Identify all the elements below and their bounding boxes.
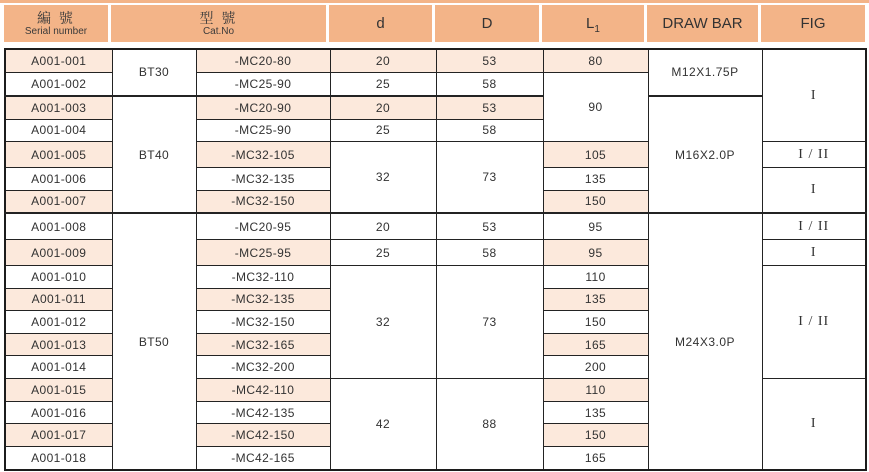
cell-fig: I <box>762 379 866 470</box>
cell-D: 53 <box>436 213 543 239</box>
cell-catno: -MC25-90 <box>196 119 330 142</box>
cell-l1: 135 <box>543 167 648 190</box>
cell-serial: A001-007 <box>5 190 112 213</box>
cell-fig: I <box>762 240 866 266</box>
cell-drawbar: M12X1.75P <box>648 49 762 96</box>
header-catno-zh: 型 號 <box>199 9 238 26</box>
cell-serial: A001-004 <box>5 119 112 142</box>
cell-serial: A001-009 <box>5 240 112 266</box>
cell-serial: A001-017 <box>5 424 112 447</box>
cell-serial: A001-013 <box>5 333 112 356</box>
cell-l1: 150 <box>543 311 648 334</box>
table-header <box>4 5 865 42</box>
cell-catno: -MC20-95 <box>196 213 330 239</box>
cell-fig: I <box>762 167 866 213</box>
cell-catno: -MC42-165 <box>196 446 330 470</box>
cell-D: 58 <box>436 72 543 95</box>
cell-D: 58 <box>436 240 543 266</box>
cell-serial: A001-016 <box>5 401 112 424</box>
catalog-table-wrap <box>4 48 869 471</box>
cell-d: 42 <box>330 379 436 470</box>
cell-l1: 90 <box>543 72 648 141</box>
header-l1-sub: 1 <box>594 24 600 35</box>
cell-catno: -MC32-200 <box>196 356 330 379</box>
cell-catno: -MC32-150 <box>196 311 330 334</box>
table-row <box>5 213 866 239</box>
cell-d: 32 <box>330 265 436 378</box>
cell-d: 20 <box>330 213 436 239</box>
cell-l1: 200 <box>543 356 648 379</box>
cell-d: 25 <box>330 240 436 266</box>
cell-l1: 95 <box>543 213 648 239</box>
cell-D: 58 <box>436 119 543 142</box>
table-row <box>5 96 866 119</box>
cell-catno: -MC42-110 <box>196 379 330 402</box>
cell-bt: BT50 <box>112 213 196 470</box>
header-serial-zh: 編 號 <box>37 9 75 26</box>
cell-l1: 150 <box>543 190 648 213</box>
cell-fig: I / II <box>762 142 866 168</box>
cell-serial: A001-012 <box>5 311 112 334</box>
catalog-table-body <box>5 49 866 470</box>
header-d: d <box>329 5 435 42</box>
cell-l1: 150 <box>543 424 648 447</box>
header-D: D <box>435 5 542 42</box>
cell-catno: -MC32-135 <box>196 288 330 311</box>
table-row <box>5 49 866 72</box>
cell-serial: A001-010 <box>5 265 112 288</box>
cell-catno: -MC32-150 <box>196 190 330 213</box>
cell-serial: A001-015 <box>5 379 112 402</box>
cell-D: 53 <box>436 96 543 119</box>
cell-D: 88 <box>436 379 543 470</box>
header-l1-label: L <box>586 14 595 32</box>
header-fig: FIG <box>761 5 865 42</box>
cell-l1: 110 <box>543 265 648 288</box>
catalog-table <box>4 48 867 471</box>
cell-d: 25 <box>330 119 436 142</box>
cell-serial: A001-008 <box>5 213 112 239</box>
cell-d: 25 <box>330 72 436 95</box>
cell-l1: 135 <box>543 288 648 311</box>
cell-fig: I <box>762 49 866 142</box>
cell-l1: 165 <box>543 333 648 356</box>
top-accent-strip <box>0 0 869 3</box>
cell-catno: -MC20-80 <box>196 49 330 72</box>
cell-D: 73 <box>436 265 543 378</box>
header-catno-en: Cat.No <box>202 25 235 37</box>
header-draw-bar: DRAW BAR <box>647 5 761 42</box>
cell-l1: 105 <box>543 142 648 168</box>
cell-drawbar: M24X3.0P <box>648 213 762 470</box>
cell-serial: A001-005 <box>5 142 112 168</box>
cell-catno: -MC42-150 <box>196 424 330 447</box>
cell-catno: -MC32-135 <box>196 167 330 190</box>
cell-serial: A001-014 <box>5 356 112 379</box>
cell-serial: A001-002 <box>5 72 112 95</box>
cell-serial: A001-011 <box>5 288 112 311</box>
cell-d: 20 <box>330 96 436 119</box>
cell-catno: -MC32-165 <box>196 333 330 356</box>
cell-serial: A001-018 <box>5 446 112 470</box>
header-cat-no <box>111 5 329 42</box>
header-l1 <box>542 5 647 42</box>
cell-catno: -MC32-105 <box>196 142 330 168</box>
cell-bt: BT40 <box>112 96 196 214</box>
cell-catno: -MC25-95 <box>196 240 330 266</box>
cell-d: 32 <box>330 142 436 214</box>
cell-drawbar: M16X2.0P <box>648 96 762 214</box>
cell-serial: A001-006 <box>5 167 112 190</box>
cell-l1: 165 <box>543 446 648 470</box>
cell-bt: BT30 <box>112 49 196 96</box>
cell-l1: 135 <box>543 401 648 424</box>
cell-catno: -MC32-110 <box>196 265 330 288</box>
cell-D: 53 <box>436 49 543 72</box>
cell-l1: 95 <box>543 240 648 266</box>
cell-serial: A001-001 <box>5 49 112 72</box>
cell-serial: A001-003 <box>5 96 112 119</box>
cell-catno: -MC42-135 <box>196 401 330 424</box>
cell-d: 20 <box>330 49 436 72</box>
header-serial-en: Serial number <box>24 25 88 37</box>
cell-D: 73 <box>436 142 543 214</box>
cell-l1: 80 <box>543 49 648 72</box>
cell-catno: -MC25-90 <box>196 72 330 95</box>
cell-fig: I / II <box>762 265 866 378</box>
cell-l1: 110 <box>543 379 648 402</box>
header-serial-number <box>4 5 111 42</box>
cell-fig: I / II <box>762 213 866 239</box>
cell-catno: -MC20-90 <box>196 96 330 119</box>
